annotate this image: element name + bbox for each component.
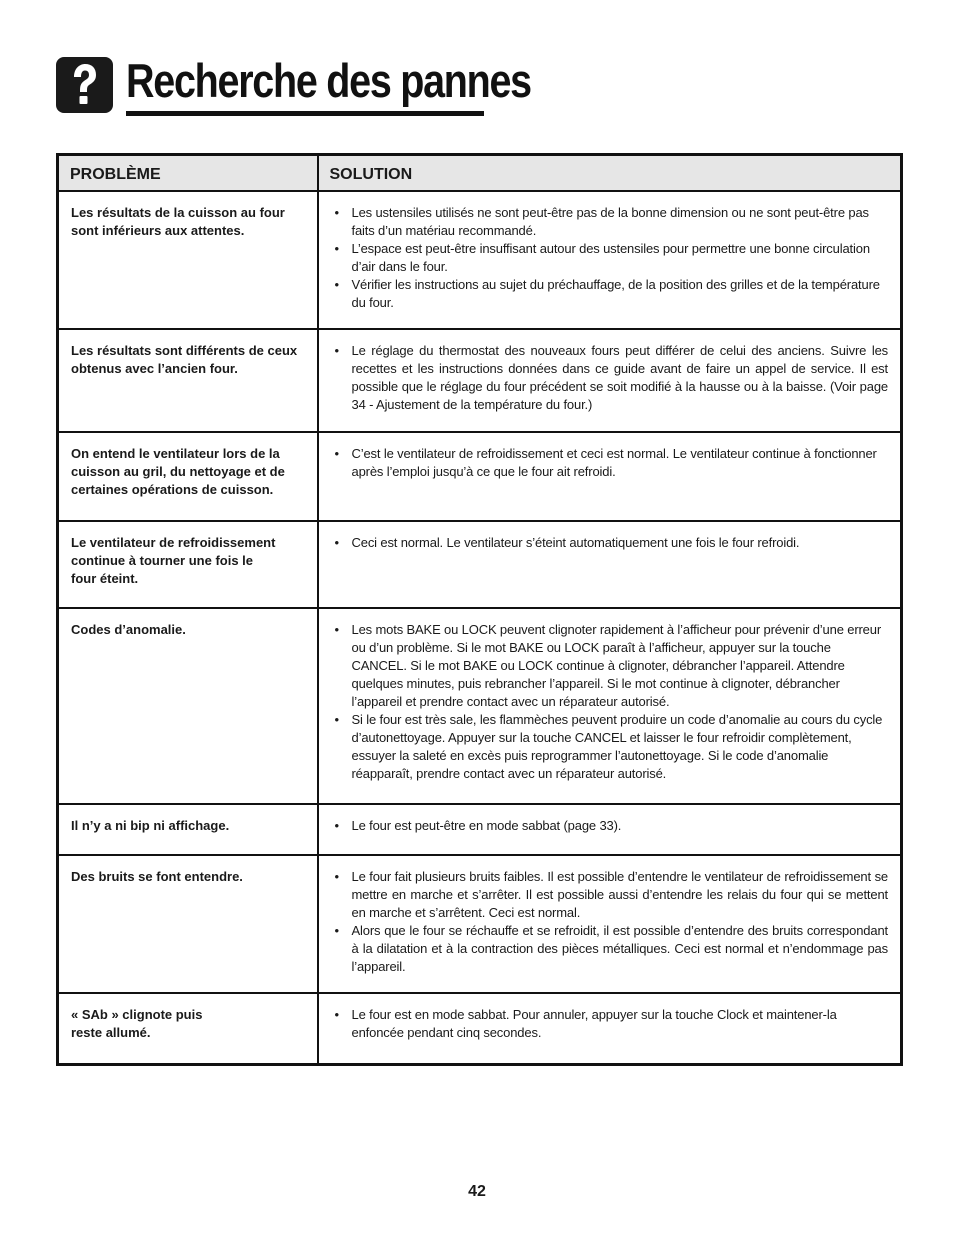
- table-row: [58, 608, 902, 804]
- table-row: [58, 855, 902, 993]
- solution-item: • Le four est peut-être en mode sabbat (page 33).: [334, 817, 622, 833]
- table-row: [58, 521, 902, 608]
- problem-cell: Le ventilateur de refroidissement continue à tourner une fois le four éteint.: [58, 521, 318, 608]
- column-header-problem: PROBLÈME: [58, 155, 318, 191]
- table-row: [58, 804, 902, 855]
- solution-cell: [318, 608, 902, 804]
- solution-cell: [318, 432, 902, 521]
- problem-cell: Les résultats sont différents de ceux obtenus avec l’ancien four.: [58, 329, 318, 432]
- solution-item: • L’espace est peut-être insuffisant autour des ustensiles pour permettre une bonne circulation d’air dans le four.: [334, 240, 870, 274]
- troubleshooting-table: [56, 153, 903, 1066]
- solution-item: • Le four fait plusieurs bruits faibles. Il est possible d’entendre le ventilateur de refroidissement se mettre en marche et s’arrêter. Il est possible aussi d’entendre les relais du four qui se mettent en marche et s’arrêtent. Ceci est normal.: [334, 868, 888, 920]
- page-number: 42: [468, 1183, 486, 1200]
- solution-cell: [318, 521, 902, 608]
- solution-item: • Vérifier les instructions au sujet du préchauffage, de la position des grilles et de la température du four.: [334, 276, 880, 310]
- solution-cell: [318, 855, 902, 993]
- column-header-solution: SOLUTION: [318, 155, 902, 191]
- solution-cell: [318, 993, 902, 1065]
- table-row: [58, 191, 902, 329]
- solution-item: • Si le four est très sale, les flammèches peuvent produire un code d’anomalie au cours du cycle d’autonettoyage. Appuyer sur la touche CANCEL et laisser le four refroidir complètement, essuyer la saleté en excès puis reprogrammer l’autonettoyage. Si le code d’anomalie réapparaît, prendre contact avec un réparateur autorisé.: [334, 711, 883, 781]
- problem-cell: « SAb » clignote puis reste allumé.: [58, 993, 318, 1065]
- problem-cell: Codes d’anomalie.: [58, 608, 318, 804]
- question-mark-icon: [56, 57, 113, 113]
- table-row: [58, 432, 902, 521]
- table-row: [58, 329, 902, 432]
- solution-cell: [318, 329, 902, 432]
- solution-item: • Le réglage du thermostat des nouveaux fours peut différer de celui des anciens. Suivre les recettes et les instructions données dans ce guide avant de faire un appel de service. Il est possible que le réglage du four précédent se soit modifié à la hausse ou à la baisse. (Voir page 34 - Ajustement de la température du four.): [334, 342, 888, 412]
- solution-item: • Ceci est normal. Le ventilateur s’éteint automatiquement une fois le four refroidi.: [334, 534, 800, 550]
- title-underline: [126, 111, 484, 116]
- solution-cell: [318, 804, 902, 855]
- problem-cell: Des bruits se font entendre.: [58, 855, 318, 993]
- problem-cell: Il n’y a ni bip ni affichage.: [58, 804, 318, 855]
- problem-cell: Les résultats de la cuisson au four sont inférieurs aux attentes.: [58, 191, 318, 329]
- problem-cell: On entend le ventilateur lors de la cuisson au gril, du nettoyage et de certaines opérations de cuisson.: [58, 432, 318, 521]
- page-title: Recherche des pannes: [126, 54, 531, 107]
- solution-item: • Les ustensiles utilisés ne sont peut-être pas de la bonne dimension ou ne sont peut-être pas faits d’un matériau recommandé.: [334, 204, 869, 238]
- solution-item: • Les mots BAKE ou LOCK peuvent clignoter rapidement à l’afficheur pour prévenir d’une erreur ou d’un problème. Si le mot BAKE ou LOCK paraît à l’afficheur, appuyer sur la touche CANCEL. Si le mot BAKE ou LOCK continue à clignoter, débrancher l’appareil. Attendre quelques minutes, puis rebrancher l’appareil. Si le mot continue à clignoter, débrancher l’appareil et prendre contact avec un réparateur autorisé.: [334, 621, 882, 709]
- solution-cell: [318, 191, 902, 329]
- solution-item: • Alors que le four se réchauffe et se refroidit, il est possible d’entendre des bruits correspondant à la dilatation et à la contraction des pièces métalliques. Ceci est normal et n’endommage pas l’appareil.: [334, 922, 888, 974]
- table-header-row: [58, 155, 902, 191]
- table-row: [58, 993, 902, 1065]
- solution-item: • C’est le ventilateur de refroidissement et ceci est normal. Le ventilateur continue à fonctionner après l’emploi jusqu’à ce que le four ait refroidi.: [334, 445, 877, 479]
- solution-item: • Le four est en mode sabbat. Pour annuler, appuyer sur la touche Clock et maintener-la enfoncée pendant cinq secondes.: [334, 1006, 837, 1040]
